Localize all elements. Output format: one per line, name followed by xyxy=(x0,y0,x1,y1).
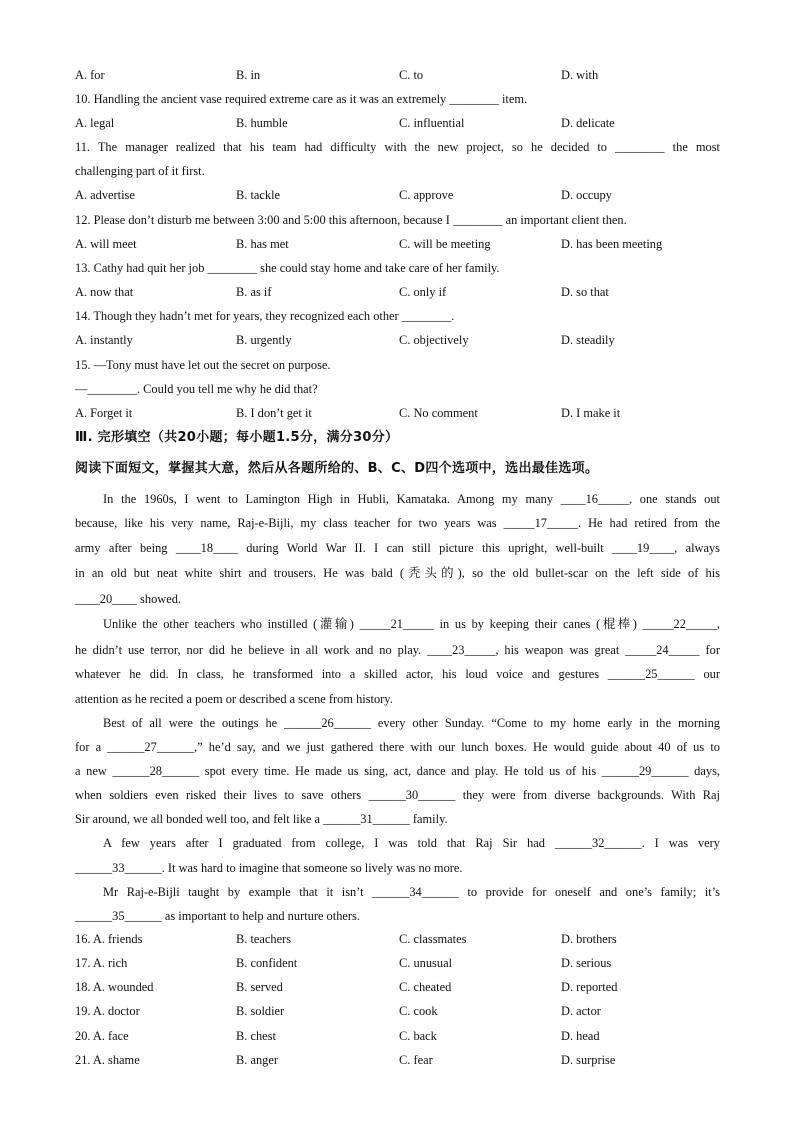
option-a: 16. A. friends xyxy=(75,932,143,946)
option-c: C. only if xyxy=(399,285,447,299)
option-a: A. advertise xyxy=(75,188,135,202)
option-b: B. in xyxy=(236,68,261,82)
passage-line: when soldiers even risked their lives to save others ______30______ they were from diverse backgrounds. With Raj xyxy=(75,788,720,802)
option-d: D. with xyxy=(561,68,599,82)
option-d: D. steadily xyxy=(561,333,615,347)
option-d: D. brothers xyxy=(561,932,617,946)
option-b: B. chest xyxy=(236,1029,276,1043)
option-b: B. soldier xyxy=(236,1004,285,1018)
option-c: C. classmates xyxy=(399,932,467,946)
q15-stem-line2: —________. Could you tell me why he did that? xyxy=(75,382,318,396)
q15-stem-line1: 15. —Tony must have let out the secret on purpose. xyxy=(75,358,331,372)
option-b: B. teachers xyxy=(236,932,292,946)
option-a: 18. A. wounded xyxy=(75,980,154,994)
option-a: A. legal xyxy=(75,116,115,130)
passage-line: because, like his very name, Raj-e-Bijli, my class teacher for two years was _____17_____. He had retired from the xyxy=(75,516,720,530)
option-a: 19. A. doctor xyxy=(75,1004,140,1018)
option-a: A. for xyxy=(75,68,105,82)
q17-options xyxy=(75,954,720,972)
q9-options xyxy=(75,66,720,84)
section-instruction: 阅读下面短文，掌握其大意，然后从各题所给的、B、C、D四个选项中，选出最佳选项。 xyxy=(75,461,599,476)
option-d: D. reported xyxy=(561,980,618,994)
option-b: B. urgently xyxy=(236,333,292,347)
option-b: B. served xyxy=(236,980,283,994)
q11-stem-line1: 11. The manager realized that his team had difficulty with the new project, so he decided to ________ the most xyxy=(75,140,720,154)
option-c: C. cheated xyxy=(399,980,452,994)
passage-line: A few years after I graduated from college, I was told that Raj Sir had ______32______. I was very xyxy=(103,836,720,850)
q15-options xyxy=(75,404,720,422)
q11-options xyxy=(75,186,720,204)
option-c: C. unusual xyxy=(399,956,453,970)
option-b: B. tackle xyxy=(236,188,281,202)
option-c: C. No comment xyxy=(399,406,478,420)
passage-line: Unlike the other teachers who instilled (灌输) _____21_____ in us by keeping their canes (棍棒) _____22_____, xyxy=(103,617,720,631)
option-c: C. approve xyxy=(399,188,454,202)
option-c: C. fear xyxy=(399,1053,433,1067)
q12-stem: 12. Please don’t disturb me between 3:00 and 5:00 this afternoon, because I ________ an important client then. xyxy=(75,213,627,227)
passage-line: Sir around, we all bonded well too, and felt like a ______31______ family. xyxy=(75,812,448,826)
option-b: B. has met xyxy=(236,237,289,251)
passage-line: he didn’t use terror, nor did he believe in all work and no play. ____23_____, his weapon was great _____24_____ for xyxy=(75,643,720,657)
option-a: 20. A. face xyxy=(75,1029,129,1043)
passage-line: In the 1960s, I went to Lamington High in Hubli, Kamataka. Among my many ____16_____, one stands out xyxy=(103,492,720,506)
option-d: D. serious xyxy=(561,956,612,970)
q20-options xyxy=(75,1027,720,1045)
q19-options xyxy=(75,1002,720,1020)
q14-stem: 14. Though they hadn’t met for years, they recognized each other ________. xyxy=(75,309,455,323)
passage-line: a new ______28______ spot every time. He made us sing, act, dance and play. He told us of his ______29______ days, xyxy=(75,764,720,778)
option-b: B. confident xyxy=(236,956,298,970)
option-a: A. Forget it xyxy=(75,406,133,420)
option-b: B. anger xyxy=(236,1053,278,1067)
passage-line: ______33______. It was hard to imagine that someone so lively was no more. xyxy=(75,861,463,875)
q16-options xyxy=(75,930,720,948)
option-c: C. will be meeting xyxy=(399,237,491,251)
passage-line: attention as he recited a poem or described a scene from history. xyxy=(75,692,393,706)
option-a: 21. A. shame xyxy=(75,1053,140,1067)
passage-line: in an old but neat white shirt and trousers. He was bald (秃头的), so the old bullet-scar on the left side of his xyxy=(75,566,720,580)
q13-stem: 13. Cathy had quit her job ________ she could stay home and take care of her family. xyxy=(75,261,500,275)
passage-line: ____20____ showed. xyxy=(75,592,182,606)
section-title: Ⅲ. 完形填空（共20小题；每小题1.5分，满分30分） xyxy=(75,430,399,445)
option-a: A. instantly xyxy=(75,333,133,347)
option-c: C. back xyxy=(399,1029,437,1043)
q21-options xyxy=(75,1051,720,1069)
passage-line: whatever he did. In class, he transformed into a skilled actor, his loud voice and gestures ______25______ our xyxy=(75,667,720,681)
passage-line: army after being ____18____ during World War II. I can still picture this upright, well-built ____19____, always xyxy=(75,541,720,555)
option-a: A. will meet xyxy=(75,237,137,251)
option-d: D. I make it xyxy=(561,406,621,420)
option-c: C. to xyxy=(399,68,424,82)
option-d: D. so that xyxy=(561,285,609,299)
option-c: C. cook xyxy=(399,1004,438,1018)
passage-line: Mr Raj-e-Bijli taught by example that it isn’t ______34______ to provide for oneself and one’s family; it’s xyxy=(103,885,720,899)
option-d: D. occupy xyxy=(561,188,612,202)
option-d: D. has been meeting xyxy=(561,237,663,251)
option-c: C. influential xyxy=(399,116,465,130)
q12-options xyxy=(75,235,720,253)
option-b: B. humble xyxy=(236,116,288,130)
option-c: C. objectively xyxy=(399,333,469,347)
q10-options xyxy=(75,114,720,132)
q14-options xyxy=(75,331,720,349)
option-b: B. I don’t get it xyxy=(236,406,312,420)
passage-line: Best of all were the outings he ______26______ every other Sunday. “Come to my home early in the morning xyxy=(103,716,720,730)
passage-line: ______35______ as important to help and nurture others. xyxy=(75,909,360,923)
option-d: D. actor xyxy=(561,1004,601,1018)
q18-options xyxy=(75,978,720,996)
q10-stem: 10. Handling the ancient vase required extreme care as it was an extremely ________ item. xyxy=(75,92,528,106)
q13-options xyxy=(75,283,720,301)
q11-stem-line2: challenging part of it first. xyxy=(75,164,205,178)
option-d: D. head xyxy=(561,1029,600,1043)
option-d: D. surprise xyxy=(561,1053,616,1067)
option-a: A. now that xyxy=(75,285,134,299)
option-b: B. as if xyxy=(236,285,272,299)
passage-line: for a ______27______,” he’d say, and we just gathered there with our lunch boxes. He would guide about 40 of us to xyxy=(75,740,720,754)
option-d: D. delicate xyxy=(561,116,615,130)
option-a: 17. A. rich xyxy=(75,956,128,970)
